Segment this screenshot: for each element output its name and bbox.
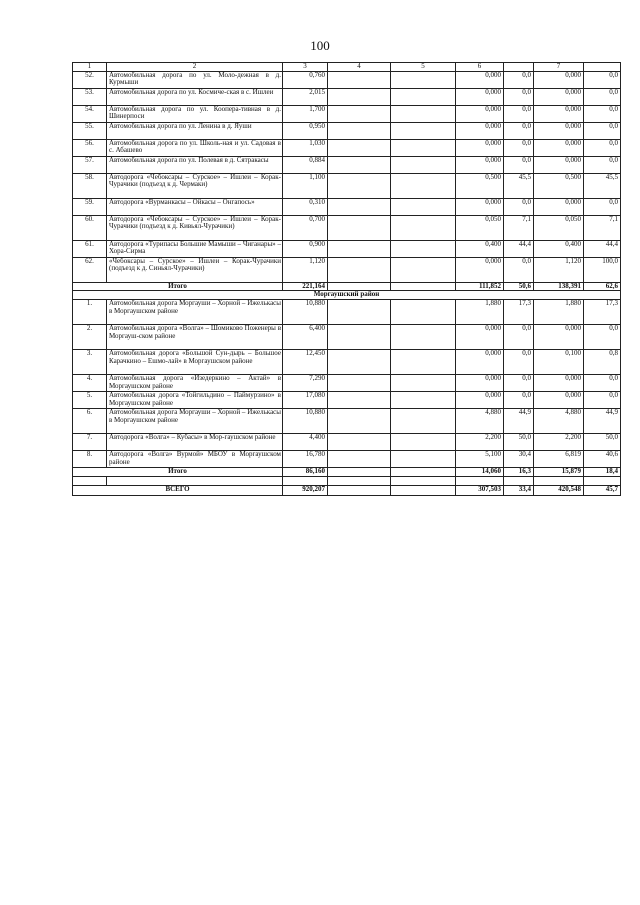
empty-cell <box>107 476 283 485</box>
empty-cell <box>584 476 621 485</box>
col4-cell <box>328 198 391 215</box>
table-row <box>73 156 621 173</box>
road-name: Автомобильная дорога «Тойгильдино – Паймурзино» в Моргаушском районе <box>107 392 283 409</box>
length-cell: 0,884 <box>283 156 328 173</box>
value-cell: 17,3 <box>504 300 534 325</box>
value-cell: 0,0 <box>584 122 621 139</box>
value-cell: 0,000 <box>534 71 584 88</box>
value-cell: 0,0 <box>504 105 534 122</box>
value-cell: 0,000 <box>534 122 584 139</box>
header-cell <box>504 63 534 72</box>
value-cell: 0,0 <box>584 139 621 156</box>
col4-cell <box>328 71 391 88</box>
length-cell: 10,880 <box>283 409 328 434</box>
row-number: 58. <box>73 173 107 198</box>
value-cell: 0,0 <box>584 375 621 392</box>
value-cell: 0,0 <box>584 392 621 409</box>
table-row <box>73 215 621 240</box>
total-row <box>73 468 621 477</box>
road-name: Автодорога «Волга» – Кубасы» в Мор-гаушском районе <box>107 434 283 451</box>
value-cell: 0,0 <box>584 88 621 105</box>
value-cell: 0,000 <box>456 257 504 282</box>
empty-cell <box>391 476 456 485</box>
value-cell: 17,3 <box>584 300 621 325</box>
total-value: 307,503 <box>456 485 504 495</box>
col5-cell <box>391 300 456 325</box>
col5-cell <box>391 451 456 468</box>
value-cell: 4,880 <box>456 409 504 434</box>
length-cell: 10,880 <box>283 300 328 325</box>
row-number: 1. <box>73 300 107 325</box>
row-number: 5. <box>73 392 107 409</box>
row-number: 52. <box>73 71 107 88</box>
total-length: 221,164 <box>283 282 328 291</box>
table-row <box>73 173 621 198</box>
value-cell: 0,000 <box>456 71 504 88</box>
road-name: Автодорога «Турипасы Большие Мамыши – Чиганары» – Хора-Сирма <box>107 240 283 257</box>
empty-cell <box>328 476 391 485</box>
value-cell: 45,5 <box>584 173 621 198</box>
length-cell: 12,450 <box>283 350 328 375</box>
road-name: Автомобильная дорога по ул. Школь-ная и ул. Садовая в с. Абашево <box>107 139 283 156</box>
value-cell: 0,000 <box>456 325 504 350</box>
table-row <box>73 257 621 282</box>
value-cell: 7,1 <box>584 215 621 240</box>
table-row <box>73 451 621 468</box>
total-label: ВСЕГО <box>73 485 283 495</box>
table-row <box>73 325 621 350</box>
value-cell: 0,000 <box>456 375 504 392</box>
total-value: 45,7 <box>584 485 621 495</box>
value-cell: 0,0 <box>504 198 534 215</box>
col5-cell <box>391 409 456 434</box>
road-name: «Чебоксары – Сурское» – Ишлеи – Корак-Чурачики (подъезд к д. Синьял-Чурачики) <box>107 257 283 282</box>
road-name: Автомобильная дорога «Изедеркино – Актай» в Моргаушском районе <box>107 375 283 392</box>
col5-cell <box>391 122 456 139</box>
col4-cell <box>328 139 391 156</box>
col5-cell <box>391 325 456 350</box>
value-cell: 44,4 <box>584 240 621 257</box>
value-cell: 0,500 <box>534 173 584 198</box>
length-cell: 1,120 <box>283 257 328 282</box>
value-cell: 0,000 <box>456 122 504 139</box>
col5-cell <box>391 173 456 198</box>
value-cell: 0,000 <box>534 105 584 122</box>
empty-cell <box>328 485 391 495</box>
page-number: 100 <box>310 38 330 53</box>
value-cell: 50,0 <box>584 434 621 451</box>
grand-total-row <box>73 485 621 495</box>
road-name: Автомобильная дорога «Большой Сун-дырь – Большое Карачкино – Ешмо-лай» в Моргаушском районе <box>107 350 283 375</box>
col5-cell <box>391 350 456 375</box>
table-row <box>73 198 621 215</box>
table-row <box>73 88 621 105</box>
value-cell: 0,000 <box>456 156 504 173</box>
blank-row <box>73 476 621 485</box>
col4-cell <box>328 325 391 350</box>
length-cell: 0,760 <box>283 71 328 88</box>
row-number: 57. <box>73 156 107 173</box>
col4-cell <box>328 173 391 198</box>
value-cell: 0,000 <box>534 88 584 105</box>
value-cell: 0,000 <box>534 392 584 409</box>
value-cell: 7,1 <box>504 215 534 240</box>
row-number: 54. <box>73 105 107 122</box>
total-value: 420,548 <box>534 485 584 495</box>
total-value: 16,3 <box>504 468 534 477</box>
table-row <box>73 122 621 139</box>
value-cell: 0,000 <box>534 325 584 350</box>
value-cell: 0,000 <box>456 105 504 122</box>
total-value: 15,879 <box>534 468 584 477</box>
value-cell: 0,8 <box>584 350 621 375</box>
row-number: 7. <box>73 434 107 451</box>
value-cell: 4,880 <box>534 409 584 434</box>
empty-cell <box>283 476 328 485</box>
table-row <box>73 350 621 375</box>
road-name: Автомобильная дорога Моргауши – Хорной – Ижелькасы в Моргаушском районе <box>107 409 283 434</box>
table-row <box>73 71 621 88</box>
row-number: 53. <box>73 88 107 105</box>
col4-cell <box>328 409 391 434</box>
road-name: Автодорога «Чебоксары – Сурское» – Ишлеи – Корак-Чурачики (подъезд к д. Кивьял-Чурачики) <box>107 215 283 240</box>
row-number: 61. <box>73 240 107 257</box>
header-cell: 4 <box>328 63 391 72</box>
value-cell: 0,000 <box>456 350 504 375</box>
value-cell: 0,400 <box>534 240 584 257</box>
total-length: 86,160 <box>283 468 328 477</box>
table-row <box>73 300 621 325</box>
col4-cell <box>328 375 391 392</box>
value-cell: 0,0 <box>504 375 534 392</box>
length-cell: 2,015 <box>283 88 328 105</box>
value-cell: 1,880 <box>534 300 584 325</box>
col5-cell <box>391 434 456 451</box>
value-cell: 0,000 <box>534 375 584 392</box>
col5-cell <box>391 105 456 122</box>
total-label: Итого <box>73 468 283 477</box>
value-cell: 0,000 <box>534 139 584 156</box>
road-name: Автомобильная дорога Моргауши – Хорной – Ижелькасы в Моргаушском районе <box>107 300 283 325</box>
length-cell: 1,700 <box>283 105 328 122</box>
road-name: Автодорога «Волга» Вурмой» МБОУ в Моргаушском районе <box>107 451 283 468</box>
value-cell: 0,0 <box>504 350 534 375</box>
row-number: 60. <box>73 215 107 240</box>
empty-cell <box>328 468 391 477</box>
value-cell: 0,0 <box>584 198 621 215</box>
col4-cell <box>328 451 391 468</box>
value-cell: 0,000 <box>534 198 584 215</box>
col5-cell <box>391 88 456 105</box>
col4-cell <box>328 350 391 375</box>
total-value: 14,060 <box>456 468 504 477</box>
value-cell: 0,0 <box>584 325 621 350</box>
total-length: 920,207 <box>283 485 328 495</box>
row-number: 2. <box>73 325 107 350</box>
value-cell: 0,0 <box>504 122 534 139</box>
total-value: 138,391 <box>534 282 584 291</box>
value-cell: 2,200 <box>456 434 504 451</box>
value-cell: 0,050 <box>456 215 504 240</box>
value-cell: 0,0 <box>504 392 534 409</box>
road-name: Автомобильная дорога по ул. Ленина в д. Яуши <box>107 122 283 139</box>
table-row <box>73 375 621 392</box>
empty-cell <box>391 485 456 495</box>
road-name: Автодорога «Вурманкасы – Ойкасы – Онгапось» <box>107 198 283 215</box>
data-table <box>72 62 621 496</box>
value-cell: 30,4 <box>504 451 534 468</box>
row-number: 8. <box>73 451 107 468</box>
col4-cell <box>328 300 391 325</box>
value-cell: 5,100 <box>456 451 504 468</box>
length-cell: 6,400 <box>283 325 328 350</box>
col4-cell <box>328 257 391 282</box>
value-cell: 0,0 <box>584 71 621 88</box>
value-cell: 44,9 <box>584 409 621 434</box>
value-cell: 50,0 <box>504 434 534 451</box>
empty-cell <box>73 476 107 485</box>
value-cell: 0,0 <box>504 71 534 88</box>
value-cell: 0,0 <box>584 105 621 122</box>
row-number: 59. <box>73 198 107 215</box>
col5-cell <box>391 139 456 156</box>
section-row <box>73 291 621 300</box>
header-cell: 6 <box>456 63 504 72</box>
total-value: 33,4 <box>504 485 534 495</box>
total-row <box>73 282 621 291</box>
value-cell: 45,5 <box>504 173 534 198</box>
value-cell: 0,000 <box>456 198 504 215</box>
table-row <box>73 409 621 434</box>
empty-cell <box>328 282 391 291</box>
road-name: Автомобильная дорога по ул. Полевая в д. Сятракасы <box>107 156 283 173</box>
road-name: Автомобильная дорога «Волга» – Шомиково Поженеры в Моргауш-ском районе <box>107 325 283 350</box>
row-number: 62. <box>73 257 107 282</box>
value-cell: 0,400 <box>456 240 504 257</box>
col5-cell <box>391 215 456 240</box>
row-number: 6. <box>73 409 107 434</box>
length-cell: 0,950 <box>283 122 328 139</box>
row-number: 55. <box>73 122 107 139</box>
col5-cell <box>391 156 456 173</box>
table-row <box>73 392 621 409</box>
table-body <box>73 63 621 496</box>
road-name: Автомобильная дорога по ул. Коопера-тивная в д. Шинерпоси <box>107 105 283 122</box>
header-row <box>73 63 621 72</box>
value-cell: 0,0 <box>504 139 534 156</box>
road-name: Автодорога «Чебоксары – Сурское» – Ишлеи – Корак-Чурачики (подъезд к д. Чермаки) <box>107 173 283 198</box>
empty-cell <box>534 476 584 485</box>
empty-cell <box>504 476 534 485</box>
length-cell: 1,100 <box>283 173 328 198</box>
value-cell: 1,120 <box>534 257 584 282</box>
col4-cell <box>328 122 391 139</box>
length-cell: 7,290 <box>283 375 328 392</box>
col4-cell <box>328 215 391 240</box>
value-cell: 0,0 <box>584 156 621 173</box>
table-row <box>73 105 621 122</box>
total-value: 62,6 <box>584 282 621 291</box>
value-cell: 2,200 <box>534 434 584 451</box>
length-cell: 0,900 <box>283 240 328 257</box>
value-cell: 1,880 <box>456 300 504 325</box>
value-cell: 0,000 <box>456 392 504 409</box>
table-row <box>73 434 621 451</box>
total-label: Итого <box>73 282 283 291</box>
length-cell: 1,030 <box>283 139 328 156</box>
col4-cell <box>328 392 391 409</box>
value-cell: 0,000 <box>456 88 504 105</box>
value-cell: 0,0 <box>504 156 534 173</box>
col5-cell <box>391 392 456 409</box>
total-value: 18,4 <box>584 468 621 477</box>
empty-cell <box>391 468 456 477</box>
col4-cell <box>328 240 391 257</box>
value-cell: 6,819 <box>534 451 584 468</box>
value-cell: 0,100 <box>534 350 584 375</box>
col5-cell <box>391 257 456 282</box>
value-cell: 100,0 <box>584 257 621 282</box>
length-cell: 0,310 <box>283 198 328 215</box>
col5-cell <box>391 71 456 88</box>
value-cell: 0,0 <box>504 257 534 282</box>
table-row <box>73 240 621 257</box>
length-cell: 17,080 <box>283 392 328 409</box>
empty-cell <box>456 476 504 485</box>
col4-cell <box>328 88 391 105</box>
total-value: 111,852 <box>456 282 504 291</box>
col5-cell <box>391 240 456 257</box>
length-cell: 0,700 <box>283 215 328 240</box>
header-cell: 1 <box>73 63 107 72</box>
row-number: 3. <box>73 350 107 375</box>
road-name: Автомобильная дорога по ул. Космиче-ская в с. Ишлеи <box>107 88 283 105</box>
section-title: Моргаушский район <box>73 291 621 300</box>
value-cell: 44,4 <box>504 240 534 257</box>
value-cell: 0,0 <box>504 88 534 105</box>
header-cell: 7 <box>534 63 584 72</box>
col4-cell <box>328 156 391 173</box>
road-name: Автомобильная дорога по ул. Моло-дежная в д. Курмыши <box>107 71 283 88</box>
header-cell <box>584 63 621 72</box>
value-cell: 40,6 <box>584 451 621 468</box>
col4-cell <box>328 434 391 451</box>
value-cell: 0,050 <box>534 215 584 240</box>
header-cell: 5 <box>391 63 456 72</box>
value-cell: 0,0 <box>504 325 534 350</box>
value-cell: 0,000 <box>534 156 584 173</box>
row-number: 56. <box>73 139 107 156</box>
col5-cell <box>391 198 456 215</box>
total-value: 50,6 <box>504 282 534 291</box>
empty-cell <box>391 282 456 291</box>
table-row <box>73 139 621 156</box>
length-cell: 4,400 <box>283 434 328 451</box>
length-cell: 16,780 <box>283 451 328 468</box>
header-cell: 3 <box>283 63 328 72</box>
col4-cell <box>328 105 391 122</box>
value-cell: 44,9 <box>504 409 534 434</box>
value-cell: 0,500 <box>456 173 504 198</box>
col5-cell <box>391 375 456 392</box>
row-number: 4. <box>73 375 107 392</box>
value-cell: 0,000 <box>456 139 504 156</box>
header-cell: 2 <box>107 63 283 72</box>
